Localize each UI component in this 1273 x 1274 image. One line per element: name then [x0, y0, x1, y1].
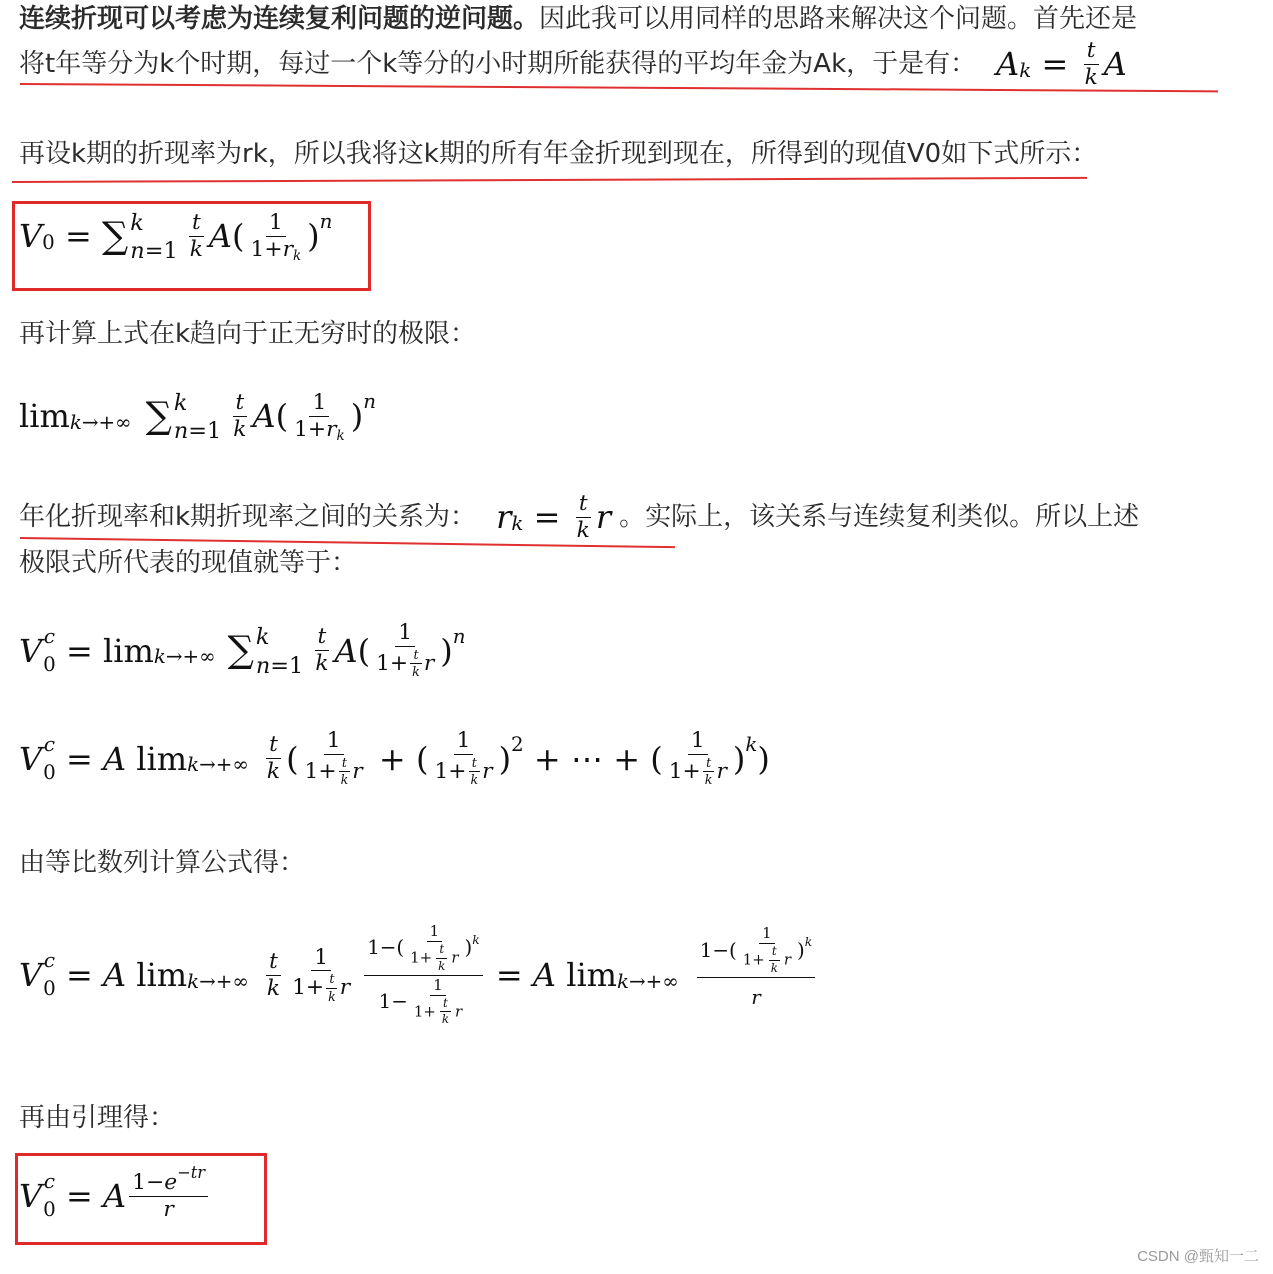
formula-v0c-series: V c 0 = A lim k→+∞ $\frac{t}{k}$ ( 1 1+ $\frac{t}{k}$ r + ( 1 1+ $\frac{t}{k}$ r ) 2 + ⋯ + ( 1 1+ $\frac{t}{k}$ r ) k )	[19, 728, 770, 788]
underline-paragraph-2	[12, 177, 1087, 183]
paragraph-1-rest: 因此我可以用同样的思路来解决这个问题。首先还是	[539, 4, 1138, 34]
paragraph-3: 再计算上式在k趋向于正无穷时的极限：	[19, 319, 477, 349]
formula-rk: r k = $\frac{t}{k}$ r	[496, 491, 612, 543]
paragraph-4-line-2: 极限式所代表的现值就等于：	[19, 548, 358, 578]
formula-final: V c 0 = A $\frac{1-e^{-tr}}{r}$	[19, 1172, 211, 1221]
formula-ak: A k = $\frac{t}{k}$ A	[996, 38, 1127, 90]
paragraph-5: 由等比数列计算公式得：	[19, 848, 306, 878]
paragraph-1-line-2-text: 将t年等分为k个时期，每过一个k等分的小时期所能获得的平均年金为Ak，于是有：	[19, 49, 977, 80]
paragraph-4-after: 。实际上，该关系与连续复利类似。所以上述	[619, 502, 1140, 533]
paragraph-1-line-1	[19, 2, 1137, 36]
formula-v0c-limit: V c 0 = lim k→+∞ ∑ k n=1 $\frac{t}{k}$ A ( 1 1+ $\frac{t}{k}$ r ) n	[19, 620, 466, 680]
paragraph-6: 再由引理得：	[19, 1103, 176, 1133]
paragraph-4-before: 年化折现率和k期折现率之间的关系为：	[19, 502, 477, 533]
paragraph-1-line-2	[19, 40, 1127, 89]
watermark: CSDN @甄知一二	[1137, 1248, 1259, 1265]
paragraph-4-line-1	[19, 493, 1139, 542]
paragraph-2: 再设k期的折现率为rk，所以我将这k期的所有年金折现到现在，所得到的现值V0如下式所示：	[19, 139, 1098, 169]
formula-v0: V 0 = ∑ k n=1 $\frac{t}{k}$ A ( $\frac{1}{1+rk}$ ) n	[19, 209, 333, 265]
paragraph-1-bold: 连续折现可以考虑为连续复利问题的逆问题。	[19, 4, 540, 34]
formula-geometric: V c 0 = A lim k→+∞ $\frac{t}{k}$ 1 1+ $\frac{t}{k}$ r 1−( 1 1+ $\frac{t}{k}$ r ) k 1− 1 1+ $\frac{t}{k}$ r = A lim k→+∞ 1−( 1 1+ $\frac{t}{k}$ r ) k r	[19, 924, 818, 1026]
formula-limit: lim k→+∞ ∑ k n=1 $\frac{t}{k}$ A ( $\frac{1}{1+rk}$ ) n	[19, 389, 376, 445]
